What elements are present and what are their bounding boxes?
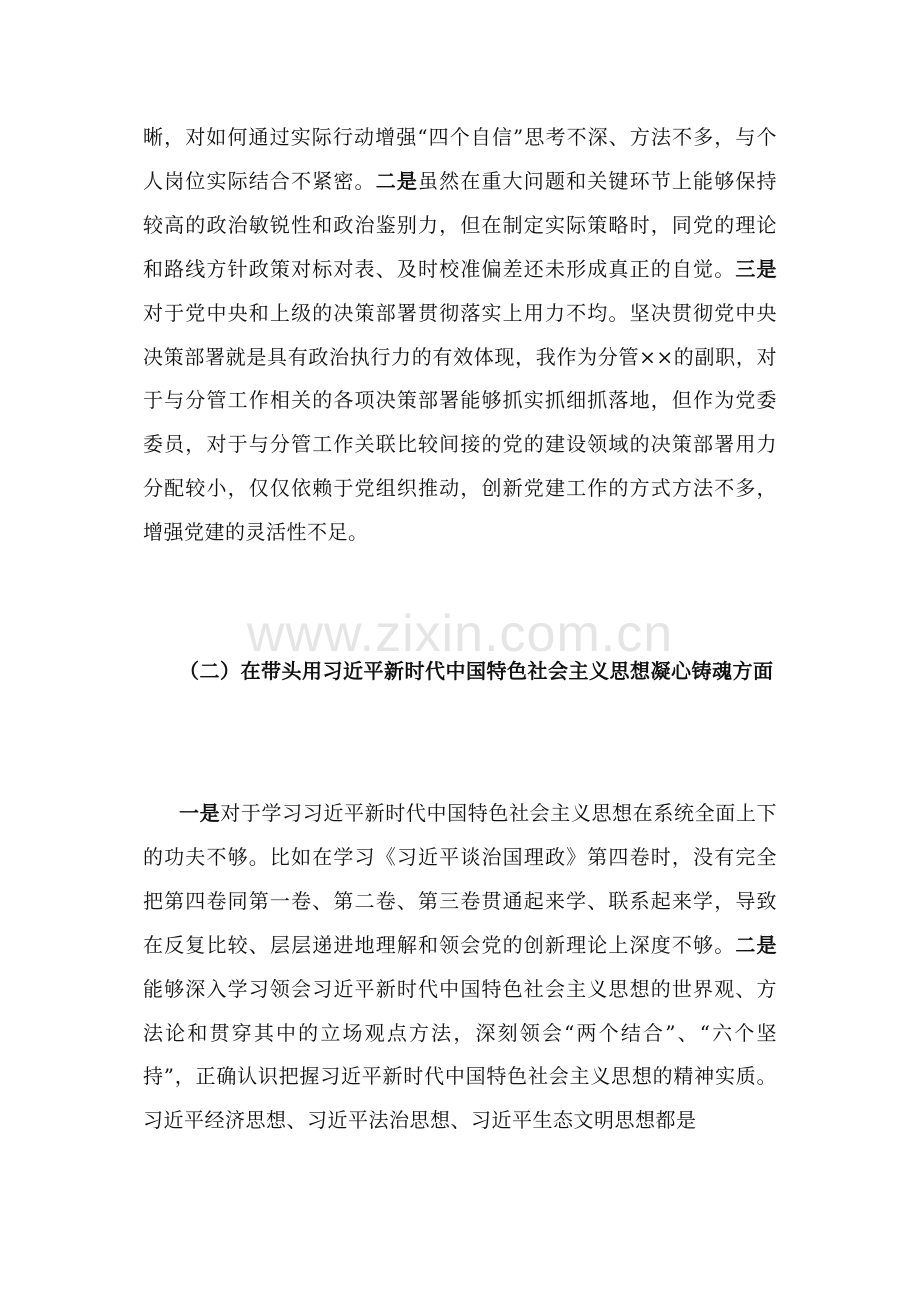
watermark: www.zixin.com.cn — [246, 605, 674, 663]
body-paragraph-1 — [143, 116, 777, 555]
emphasis-label: 三是 — [735, 256, 778, 281]
paragraph-text: 能够深入学习领会习近平新时代中国特色社会主义思想的世界观、方法论和贯穿其中的立场观点方法，深刻领会“两个结合”、“六个坚持”，正确认识把握习近平新时代中国特色社会主义思想的精神实质。习近平经济思想、习近平法治思想、习近平生态文明思想都是 — [143, 976, 777, 1133]
paragraph-text: 对于学习习近平新时代中国特色社会主义思想在系统全面上下的功夫不够。比如在学习《习近平谈治国理政》第四卷时，没有完全把第四卷同第一卷、第二卷、第三卷贯通起来学、联系起来学，导致在反复比较、层层递进地理解和领会党的创新理论上深度不够。 — [143, 801, 777, 957]
body-paragraph-2 — [143, 792, 777, 1143]
section-heading: （二）在带头用习近平新时代中国特色社会主义思想凝心铸魂方面 — [179, 659, 774, 683]
emphasis-label: 二是 — [735, 932, 778, 957]
emphasis-label: 一是 — [179, 801, 221, 825]
paragraph-text: 虽然在重大问题和关键环节上能够保持较高的政治敏锐性和政治鉴别力，但在制定实际策略时，同党的理论和路线方针政策对标对表、及时校准偏差还未形成真正的自觉。 — [143, 168, 778, 281]
paragraph-text: 晰，对如何通过实际行动增强“四个自信”思考不深、方法不多，与个人岗位实际结合不紧密。 — [143, 125, 777, 193]
paragraph-text: 对于党中央和上级的决策部署贯彻落实上用力不均。坚决贯彻党中央决策部署就是具有政治执行力的有效体现，我作为分管××的副职，对于与分管工作相关的各项决策部署能够抓实抓细抓落地，但作为党委委员，对于与分管工作关联比较间接的党的建设领域的决策部署用力分配较小，仅仅依赖于党组织推动，创新党建工作的方式方法不多，增强党建的灵活性不足。 — [143, 300, 777, 545]
emphasis-label: 二是 — [375, 168, 419, 193]
